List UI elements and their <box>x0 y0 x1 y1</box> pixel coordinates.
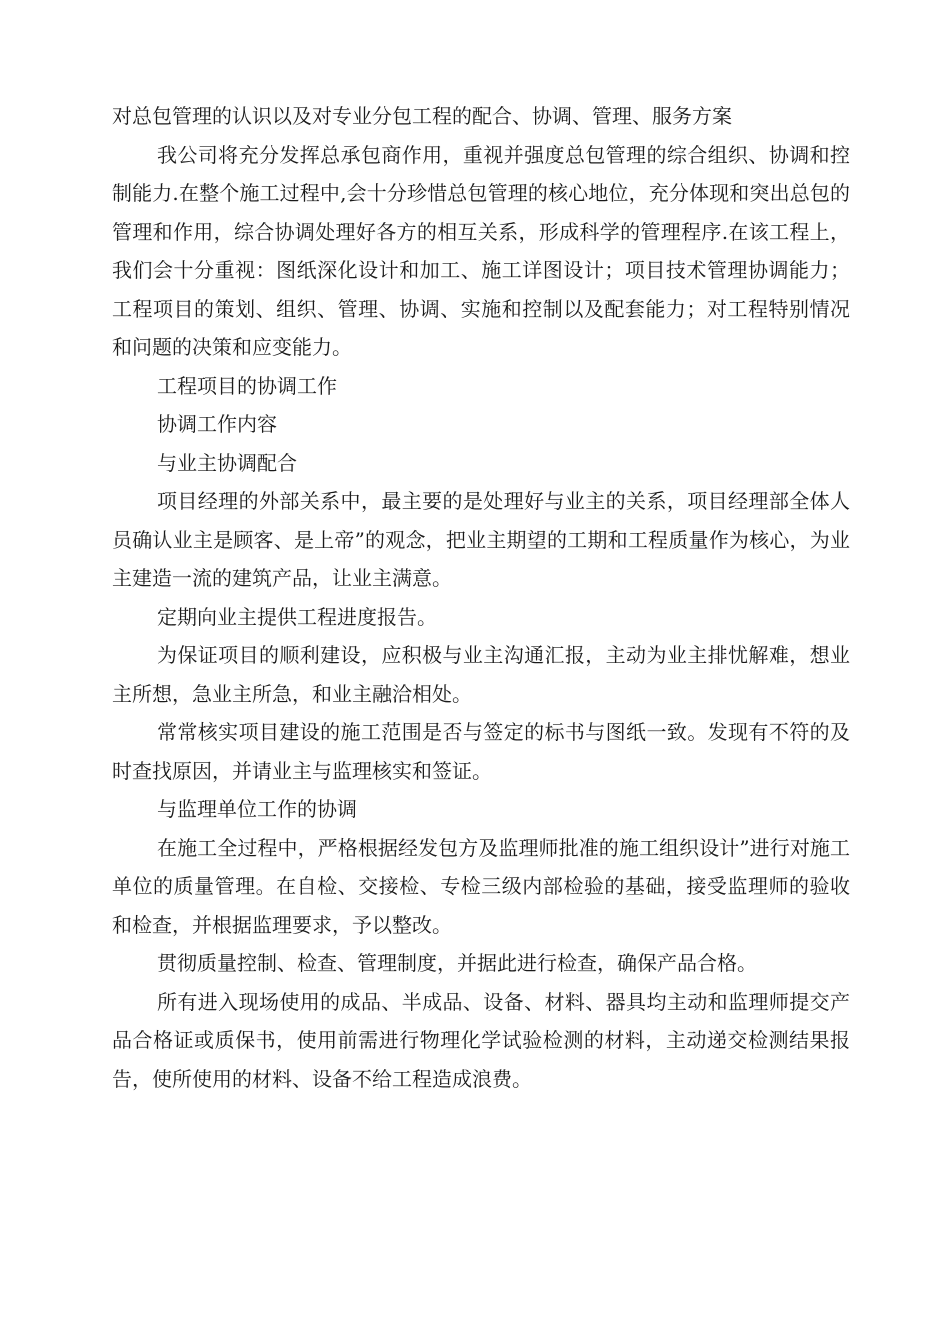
paragraph-quality-control: 贯彻质量控制、检查、管理制度，并据此进行检查，确保产品合格。 <box>157 951 757 975</box>
section-heading-coordination-content: 协调工作内容 <box>157 412 277 436</box>
paragraph-quality-management: 在施工全过程中，严格根据经发包方及监理师批准的施工组织设计”进行对施工单位的质量管理。在自检、交接检、专检三级内部检验的基础，接受监理师的验收和检查，并根据监理要求，予以整改。 <box>112 835 850 937</box>
section-heading-owner: 与业主协调配合 <box>157 450 297 475</box>
section-heading-coordination: 工程项目的协调工作 <box>157 373 337 398</box>
paragraph-communication: 为保证项目的顺利建设，应积极与业主沟通汇报，主动为业主排忧解难，想业主所想，急业主所急，和业主融洽相处。 <box>112 643 850 706</box>
paragraph-scope-check: 常常核实项目建设的施工范围是否与签定的标书与图纸一致。发现有不符的及时查找原因，并请业主与监理核实和签证。 <box>112 720 850 783</box>
document-body <box>112 97 850 1098</box>
paragraph-intro: 我公司将充分发挥总承包商作用，重视并强度总包管理的综合组织、协调和控制能力.在整个施工过程中,会十分珍惜总包管理的核心地位，充分体现和突出总包的管理和作用，综合协调处理好各方的相互关系，形成科学的管理程序.在该工程上，我们会十分重视：图纸深化设计和加工、施工详图设计；项目技术管理协调能力；工程项目的策划、组织、管理、协调、实施和控制以及配套能力；对工程特别情况和问题的决策和应变能力。 <box>112 142 850 359</box>
paragraph-materials: 所有进入现场使用的成品、半成品、设备、材料、器具均主动和监理师提交产品合格证或质保书，使用前需进行物理化学试验检测的材料，主动递交检测结果报告，使所使用的材料、设备不给工程造成浪费。 <box>112 989 850 1091</box>
paragraph-progress-report: 定期向业主提供工程进度报告。 <box>157 604 437 629</box>
document-title: 对总包管理的认识以及对专业分包工程的配合、协调、管理、服务方案 <box>112 104 732 128</box>
section-heading-supervisor: 与监理单位工作的协调 <box>157 797 357 821</box>
paragraph-owner-relations: 项目经理的外部关系中，最主要的是处理好与业主的关系，项目经理部全体人员确认业主是顾客、是上帝”的观念，把业主期望的工期和工程质量作为核心，为业主建造一流的建筑产品，让业主满意。 <box>112 489 850 590</box>
